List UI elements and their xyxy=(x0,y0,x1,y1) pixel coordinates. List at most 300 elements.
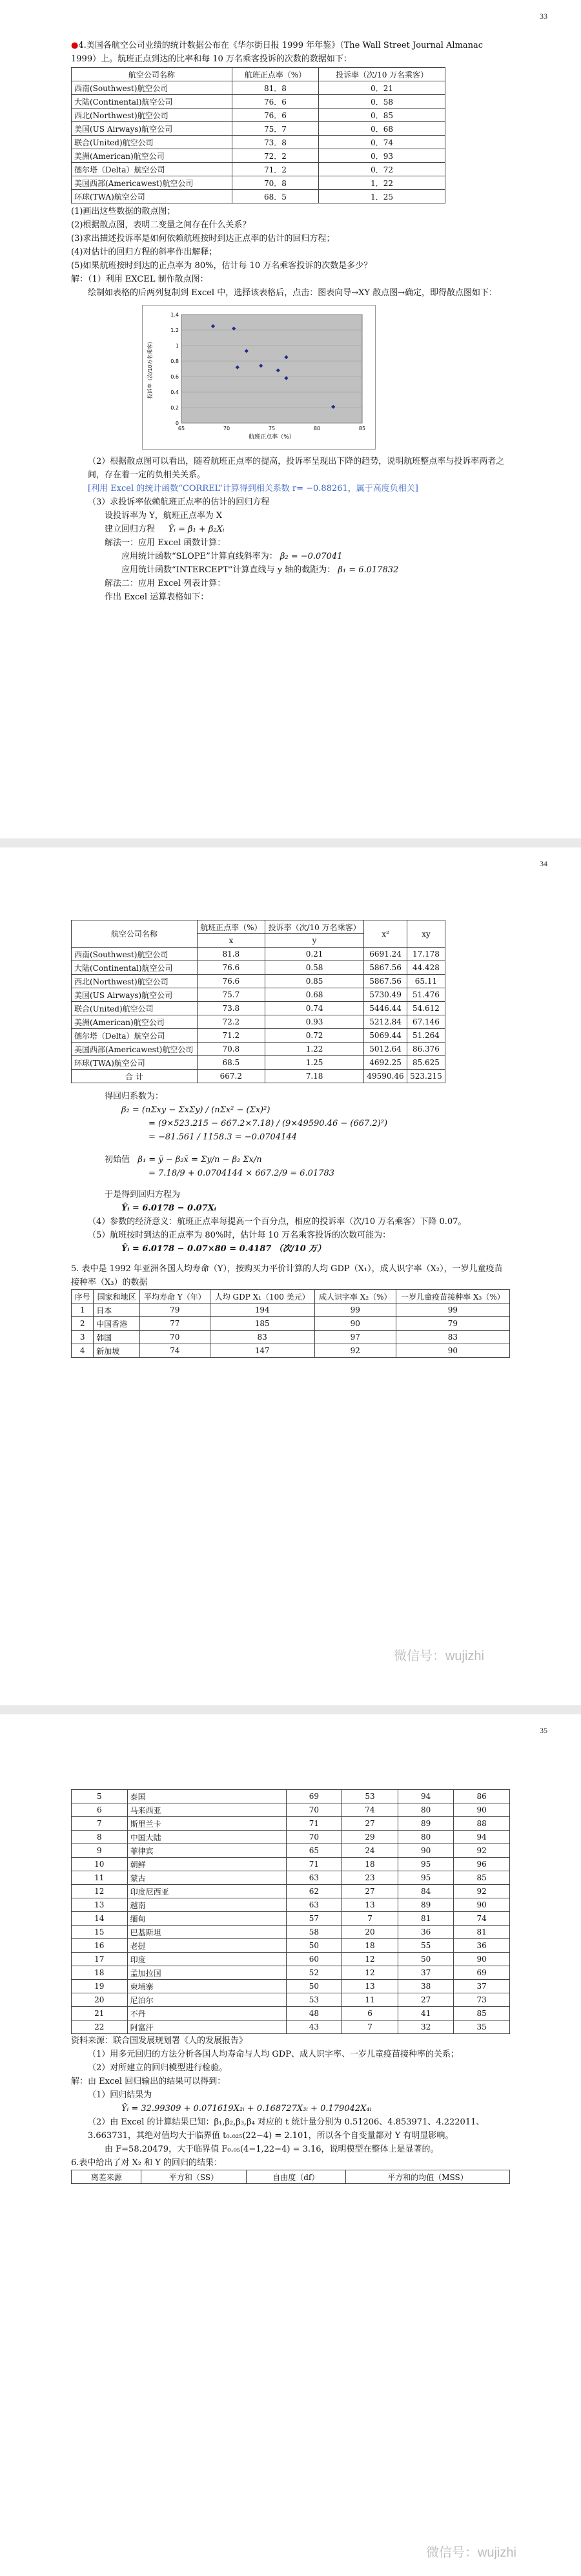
table-cell: 65.11 xyxy=(407,975,445,988)
table-cell: 尼泊尔 xyxy=(127,1993,286,2007)
table-cell: 90 xyxy=(454,1898,510,1912)
prediction-equation: Ŷᵢ = 6.0178 − 0.07×80 = 0.4187 （次/10 万） xyxy=(121,1244,326,1254)
table-cell: 37 xyxy=(398,1966,454,1980)
table-row xyxy=(72,163,445,176)
total-row xyxy=(72,1070,445,1083)
table-row xyxy=(72,1304,510,1317)
table-row xyxy=(72,961,445,975)
table-cell: 80 xyxy=(398,1831,454,1844)
table-row xyxy=(72,1056,445,1070)
table-cell: 69 xyxy=(286,1790,342,1803)
table-cell: 7 xyxy=(342,1912,398,1926)
table-row xyxy=(72,1317,510,1331)
table-cell: 147 xyxy=(210,1344,314,1358)
table-cell: 36 xyxy=(454,1939,510,1953)
table-row xyxy=(72,1953,510,1966)
table-cell: 76.6 xyxy=(197,961,265,975)
table-cell: 22 xyxy=(72,2020,128,2034)
table-cell: 89 xyxy=(398,1898,454,1912)
solution-5: 解：由 Excel 回归输出的结果可以得到： xyxy=(71,2077,226,2086)
table-cell: 西北(Northwest)航空公司 xyxy=(72,109,232,122)
intercept-formula-2: = 7.18/9 + 0.0704144 × 667.2/9 = 6.01783 xyxy=(148,1169,335,1178)
table-cell: 89 xyxy=(398,1817,454,1831)
table-row xyxy=(72,190,445,203)
table-cell: 63 xyxy=(286,1898,342,1912)
table-cell: 0．68 xyxy=(319,122,445,136)
table-cell: 79 xyxy=(139,1304,210,1317)
asia-table-a xyxy=(71,1289,510,1358)
table-cell: 90 xyxy=(398,1844,454,1858)
table-cell: 越南 xyxy=(127,1898,286,1912)
solution-3d: 应用统计函数“SLOPE”计算直线斜率为： β₂ = −0.07041 xyxy=(121,552,343,561)
table-row xyxy=(72,1871,510,1885)
solution-5-equation: Ŷᵢ = 32.99309 + 0.071619X₂ᵢ + 0.168727X₃ᵢ + 0.179042X₄ᵢ xyxy=(121,2104,372,2114)
table-cell: 1．22 xyxy=(319,176,445,190)
slope-label: 得回归系数为： xyxy=(105,1092,164,1101)
table-cell: 老挝 xyxy=(127,1939,286,1953)
x-tick-label: 75 xyxy=(268,426,276,431)
table-cell: 79 xyxy=(396,1317,509,1331)
calc-col-ontime: 航班正点率（%） xyxy=(197,920,265,934)
y-tick-label: 1.2 xyxy=(170,327,179,333)
table-row xyxy=(72,1015,445,1029)
table-cell: 51.264 xyxy=(407,1029,445,1043)
table-cell: 美国西部(Americawest)航空公司 xyxy=(72,176,232,190)
table-cell: 印度尼西亚 xyxy=(127,1885,286,1898)
table-cell: 蒙古 xyxy=(127,1871,286,1885)
table-row xyxy=(72,1043,445,1056)
table-cell: 50 xyxy=(398,1953,454,1966)
calc-col-complaint: 投诉率（次/10 万名乘客） xyxy=(265,920,363,934)
table-cell: 71.2 xyxy=(197,1029,265,1043)
table-cell: 6 xyxy=(342,2007,398,2020)
table-cell: 90 xyxy=(454,1953,510,1966)
question-item: (2)根据散点图，表明二变量之间存在什么关系？ xyxy=(71,220,251,230)
table-cell: 70 xyxy=(139,1331,210,1344)
table-row xyxy=(72,948,445,961)
airline-table-header xyxy=(72,68,445,81)
table-cell: 72．2 xyxy=(232,149,318,163)
slope-value: β₂ = −0.07041 xyxy=(280,552,343,561)
table-cell: 88 xyxy=(454,1817,510,1831)
table-cell: 27 xyxy=(398,1993,454,2007)
table-cell: 马来西亚 xyxy=(127,1803,286,1817)
table-cell: 75.7 xyxy=(197,988,265,1002)
table-cell: 90 xyxy=(314,1317,396,1331)
table-cell: 70 xyxy=(286,1803,342,1817)
question-item: (3)求出描述投诉率是如何依赖航班按时到达正点率的估计的回归方程； xyxy=(71,234,335,244)
anova-col-source: 离差来源 xyxy=(72,2170,141,2184)
table-cell: 0.74 xyxy=(265,1002,363,1015)
solution-3g: 作出 Excel 运算表格如下： xyxy=(105,592,209,602)
table-cell: 92 xyxy=(314,1344,396,1358)
table-row xyxy=(72,2007,510,2020)
solution-3c: 解法一：应用 Excel 函数计算： xyxy=(105,538,226,548)
table-cell: 15 xyxy=(72,1926,128,1939)
anova-col-mss: 平方和的均值（MSS） xyxy=(345,2170,509,2184)
table-cell: 0．72 xyxy=(319,163,445,176)
table-cell: 83 xyxy=(210,1331,314,1344)
table-cell: 联合(United)航空公司 xyxy=(72,136,232,149)
table-cell: 环球(TWA)航空公司 xyxy=(72,190,232,203)
table-cell: 5867.56 xyxy=(364,975,407,988)
anova-table xyxy=(71,2170,510,2184)
table-cell: 99 xyxy=(396,1304,509,1317)
table-cell: 71 xyxy=(286,1858,342,1871)
table-row xyxy=(72,1912,510,1926)
table-cell: 35 xyxy=(454,2020,510,2034)
table-cell: 韩国 xyxy=(94,1331,140,1344)
table-cell: 1．25 xyxy=(319,190,445,203)
table-cell: 0．58 xyxy=(319,95,445,109)
table-cell: 74 xyxy=(454,1912,510,1926)
question-4-intro: ●4.美国各航空公司业绩的统计数据公布在《华尔街日报 1999 年年鉴》（The Wall Street Journal Almanac 1999）上。航班正点到达的比率和每 10 万名乘客投诉的次数的数据如下： xyxy=(71,41,484,64)
table-row xyxy=(72,176,445,190)
table-cell: 97 xyxy=(314,1331,396,1344)
table-cell: 83 xyxy=(396,1331,509,1344)
solution-3: （3）求投诉率依赖航班正点率的估计的回归方程 xyxy=(88,497,270,507)
table-cell: 86.376 xyxy=(407,1043,445,1056)
table-cell: 美洲(American)航空公司 xyxy=(72,149,232,163)
table-cell: 美国(US Airways)航空公司 xyxy=(72,988,198,1002)
total-cell: 667.2 xyxy=(197,1070,265,1083)
page-33 xyxy=(0,0,581,838)
table-cell: 阿富汗 xyxy=(127,2020,286,2034)
table-row xyxy=(72,122,445,136)
table-row xyxy=(72,1331,510,1344)
question-5-2: （2）对所建立的回归模型进行检验。 xyxy=(88,2063,228,2073)
table-cell: 85.625 xyxy=(407,1056,445,1070)
asia-col-life: 平均寿命 Y（年） xyxy=(139,1290,210,1304)
table-cell: 德尔塔（Delta）航空公司 xyxy=(72,1029,198,1043)
table-row xyxy=(72,1980,510,1993)
intercept-value: β₁ = 6.017832 xyxy=(338,565,399,575)
table-cell: 57 xyxy=(286,1912,342,1926)
table-row xyxy=(72,1858,510,1871)
table-cell: 58 xyxy=(286,1926,342,1939)
table-cell: 70.8 xyxy=(197,1043,265,1056)
scatter-svg xyxy=(143,306,375,449)
table-cell: 86 xyxy=(454,1790,510,1803)
table-cell: 94 xyxy=(398,1790,454,1803)
table-row xyxy=(72,1831,510,1844)
calc-col-x2: x² xyxy=(364,920,407,948)
table-cell: 73.8 xyxy=(197,1002,265,1015)
y-tick-label: 1.4 xyxy=(170,312,179,318)
table-cell: 联合(United)航空公司 xyxy=(72,1002,198,1015)
table-cell: 53 xyxy=(286,1993,342,2007)
table-row xyxy=(72,1898,510,1912)
page-number: 34 xyxy=(540,859,547,868)
table-cell: 12 xyxy=(342,1953,398,1966)
table-cell: 中国香港 xyxy=(94,1317,140,1331)
asia-table-a-body xyxy=(72,1304,510,1358)
table-cell: 74 xyxy=(342,1803,398,1817)
table-cell: 0.72 xyxy=(265,1029,363,1043)
table-row xyxy=(72,988,445,1002)
total-cell: 7.18 xyxy=(265,1070,363,1083)
table-cell: 中国大陆 xyxy=(127,1831,286,1844)
solution-1b: 绘制如表格的后两列复制到 Excel 中，选择该表格后，点击：图表向导→XY 散点图→确定，即得散点图如下： xyxy=(88,288,497,298)
table-cell: 37 xyxy=(454,1980,510,1993)
solution-5-2: （2）由 Excel 的计算结果已知：β₁,β₂,β₃,β₄ 对应的 t 统计量分别为 0.51206、4.853971、4.222011、3.663731，其绝对值均大于临界值 t₀.₀₂₅(22−4) = 2.101，所以各个自变量都对 Y 有明显影响。 xyxy=(88,2117,485,2141)
table-cell: 7 xyxy=(342,2020,398,2034)
calc-sub-x: x xyxy=(197,934,265,948)
table-cell: 朝鲜 xyxy=(127,1858,286,1871)
table-row xyxy=(72,1926,510,1939)
table-cell: 13 xyxy=(342,1980,398,1993)
table-cell: 0．85 xyxy=(319,109,445,122)
table-cell: 6 xyxy=(72,1803,128,1817)
table-row xyxy=(72,149,445,163)
table-cell: 52 xyxy=(286,1966,342,1980)
table-cell: 41 xyxy=(398,2007,454,2020)
y-tick-label: 0 xyxy=(175,421,179,426)
table-cell: 67.146 xyxy=(407,1015,445,1029)
table-cell: 14 xyxy=(72,1912,128,1926)
table-row xyxy=(72,1790,510,1803)
page-35 xyxy=(0,1714,581,2576)
anova-col-ss: 平方和（SS） xyxy=(141,2170,246,2184)
table-cell: 孟加拉国 xyxy=(127,1966,286,1980)
table-cell: 76．6 xyxy=(232,95,318,109)
solution-3f: 解法二：应用 Excel 列表计算： xyxy=(105,579,226,588)
table-cell: 0．74 xyxy=(319,136,445,149)
table-cell: 76.6 xyxy=(197,975,265,988)
slope-formula-1: β₂ = (nΣxy − ΣxΣy) / (nΣx² − (Σx)²) xyxy=(121,1105,270,1115)
airline-table-body xyxy=(72,81,445,203)
table-cell: 5730.49 xyxy=(364,988,407,1002)
table-cell: 3 xyxy=(72,1331,94,1344)
question-item: (1)画出这些数据的散点图； xyxy=(71,207,176,216)
table-cell: 9 xyxy=(72,1844,128,1858)
table-cell: 12 xyxy=(72,1885,128,1898)
table-cell: 36 xyxy=(398,1926,454,1939)
table-cell: 95 xyxy=(398,1858,454,1871)
table-cell: 43 xyxy=(286,2020,342,2034)
col-ontime: 航班正点率（%） xyxy=(232,68,318,81)
table-cell: 96 xyxy=(454,1858,510,1871)
anova-col-df: 自由度（df） xyxy=(246,2170,345,2184)
table-cell: 185 xyxy=(210,1317,314,1331)
table-cell: 1.25 xyxy=(265,1056,363,1070)
y-tick-label: 0.2 xyxy=(170,405,179,411)
asia-col-literacy: 成人识字率 X₂（%） xyxy=(314,1290,396,1304)
table-cell: 65 xyxy=(286,1844,342,1858)
table-cell: 1 xyxy=(72,1304,94,1317)
table-cell: 70 xyxy=(286,1831,342,1844)
page-number: 35 xyxy=(540,1726,547,1735)
table-cell: 17.178 xyxy=(407,948,445,961)
col-name: 航空公司名称 xyxy=(72,68,232,81)
slope-formula-2: = (9×523.215 − 667.2×7.18) / (9×49590.46 − (667.2)²) xyxy=(148,1119,388,1128)
table-cell: 0．93 xyxy=(319,149,445,163)
table-cell: 0.58 xyxy=(265,961,363,975)
solution-3a: 设投诉率为 Y，航班正点率为 X xyxy=(105,511,223,521)
asia-col-country: 国家和地区 xyxy=(94,1290,140,1304)
final-equation: Ŷᵢ = 6.0178 − 0.07Xᵢ xyxy=(121,1203,216,1213)
table-cell: 5867.56 xyxy=(364,961,407,975)
table-cell: 73．8 xyxy=(232,136,318,149)
data-source: 资料来源：联合国发展规划署《人的发展报告》 xyxy=(71,2036,248,2046)
table-row xyxy=(72,1939,510,1953)
table-row xyxy=(72,1993,510,2007)
table-cell: 81 xyxy=(398,1912,454,1926)
col-complaint: 投诉率（次/10 万名乘客） xyxy=(319,68,445,81)
table-cell: 0.68 xyxy=(265,988,363,1002)
table-cell: 60 xyxy=(286,1953,342,1966)
table-cell: 68．5 xyxy=(232,190,318,203)
table-cell: 50 xyxy=(286,1980,342,1993)
table-cell: 2 xyxy=(72,1317,94,1331)
table-cell: 94 xyxy=(454,1831,510,1844)
table-cell: 72.2 xyxy=(197,1015,265,1029)
table-cell: 5446.44 xyxy=(364,1002,407,1015)
table-cell: 13 xyxy=(72,1898,128,1912)
table-cell: 90 xyxy=(396,1344,509,1358)
table-cell: 美国(US Airways)航空公司 xyxy=(72,122,232,136)
table-cell: 德尔塔（Delta）航空公司 xyxy=(72,163,232,176)
table-cell: 77 xyxy=(139,1317,210,1331)
watermark: 微信号：wujizhi xyxy=(425,2546,516,2560)
table-cell: 29 xyxy=(342,1831,398,1844)
table-cell: 柬埔寨 xyxy=(127,1980,286,1993)
y-tick-label: 0.6 xyxy=(170,374,179,380)
table-cell: 53 xyxy=(342,1790,398,1803)
question-5-intro: 5. 表中是 1992 年亚洲各国人均寿命（Y），按购买力平价计算的人均 GDP（X₁），成人识字率（X₂），一岁儿童疫苗接种率（X₃）的数据 xyxy=(71,1264,503,1287)
asia-table-b-body xyxy=(72,1790,510,2034)
table-cell: 11 xyxy=(342,1993,398,2007)
table-cell: 81 xyxy=(454,1926,510,1939)
solution-3e: 应用统计函数“INTERCEPT”计算直线与 y 轴的截距为： β₁ = 6.017832 xyxy=(121,565,399,575)
correl-note: [利用 Excel 的统计函数“CORREL”计算得到相关系数 r= −0.88261，属于高度负相关] xyxy=(88,484,418,493)
solution-3b: 建立回归方程 Ŷᵢ = β₁ + β₂Xᵢ xyxy=(105,525,225,534)
table-row xyxy=(72,136,445,149)
table-cell: 48 xyxy=(286,2007,342,2020)
watermark: 微信号：wujizhi xyxy=(393,1649,484,1663)
table-cell: 美国西部(Americawest)航空公司 xyxy=(72,1043,198,1056)
page-34 xyxy=(0,847,581,1705)
table-cell: 印度 xyxy=(127,1953,286,1966)
table-cell: 20 xyxy=(342,1926,398,1939)
table-cell: 71．2 xyxy=(232,163,318,176)
table-cell: 73 xyxy=(454,1993,510,2007)
solution-2: （2）根据散点图可以看出，随着航班正点率的提高，投诉率呈现出下降的趋势，说明航班整点率与投诉率两者之间，存在着一定的负相关关系。 xyxy=(88,457,505,480)
x-tick-label: 70 xyxy=(223,426,230,431)
table-cell: 5012.64 xyxy=(364,1043,407,1056)
table-cell: 92 xyxy=(454,1885,510,1898)
question-6-intro: 6.表中给出了对 X₂ 和 Y 的回归的结果： xyxy=(71,2158,222,2168)
table-cell: 0．21 xyxy=(319,81,445,95)
table-cell: 95 xyxy=(398,1871,454,1885)
table-cell: 环球(TWA)航空公司 xyxy=(72,1056,198,1070)
table-cell: 38 xyxy=(398,1980,454,1993)
table-cell: 54.612 xyxy=(407,1002,445,1015)
table-cell: 7 xyxy=(72,1817,128,1831)
table-cell: 西南(Southwest)航空公司 xyxy=(72,948,198,961)
y-tick-label: 1 xyxy=(175,343,179,349)
asia-col-vaccine: 一岁儿童疫苗接种率 X₃（%） xyxy=(396,1290,509,1304)
table-row xyxy=(72,1029,445,1043)
table-cell: 日本 xyxy=(94,1304,140,1317)
table-cell: 0.21 xyxy=(265,948,363,961)
table-cell: 20 xyxy=(72,1993,128,2007)
table-cell: 32 xyxy=(398,2020,454,2034)
slope-formula-3: = −81.561 / 1158.3 = −0.0704144 xyxy=(148,1132,297,1142)
table-cell: 西北(Northwest)航空公司 xyxy=(72,975,198,988)
table-cell: 81.8 xyxy=(197,948,265,961)
table-cell: 44.428 xyxy=(407,961,445,975)
table-cell: 68.5 xyxy=(197,1056,265,1070)
question-5-1: （1）用多元回归的方法分析各国人均寿命与人均 GDP、成人识字率、一岁儿童疫苗接种率的关系； xyxy=(88,2050,459,2059)
table-cell: 大陆(Continental)航空公司 xyxy=(72,961,198,975)
calc-sub-y: y xyxy=(265,934,363,948)
table-row xyxy=(72,2020,510,2034)
table-cell: 194 xyxy=(210,1304,314,1317)
table-cell: 斯里兰卡 xyxy=(127,1817,286,1831)
prediction-text: （5）航班按时到达的正点率为 80%时，估计每 10 万名乘客投诉的次数可能为： xyxy=(88,1231,391,1240)
table-cell: 0.85 xyxy=(265,975,363,988)
airline-table xyxy=(71,67,445,203)
calc-table xyxy=(71,920,445,1083)
page-number: 33 xyxy=(540,12,547,21)
calc-table-body xyxy=(72,948,445,1083)
table-cell: 69 xyxy=(454,1966,510,1980)
table-cell: 17 xyxy=(72,1953,128,1966)
table-cell: 18 xyxy=(342,1939,398,1953)
scatter-chart xyxy=(142,305,376,450)
table-cell: 菲律宾 xyxy=(127,1844,286,1858)
table-cell: 27 xyxy=(342,1885,398,1898)
table-cell: 12 xyxy=(342,1966,398,1980)
table-cell: 泰国 xyxy=(127,1790,286,1803)
total-cell: 523.215 xyxy=(407,1070,445,1083)
table-row xyxy=(72,1885,510,1898)
table-cell: 新加坡 xyxy=(94,1344,140,1358)
table-row xyxy=(72,1844,510,1858)
table-cell: 99 xyxy=(314,1304,396,1317)
table-cell: 13 xyxy=(342,1898,398,1912)
table-cell: 75．7 xyxy=(232,122,318,136)
x-tick-label: 65 xyxy=(178,426,185,431)
regression-equation: Ŷᵢ = β₁ + β₂Xᵢ xyxy=(168,525,225,534)
table-row xyxy=(72,1966,510,1980)
x-axis-label: 航班正点率（%） xyxy=(249,434,295,441)
calc-col-xy: xy xyxy=(407,920,445,948)
table-cell: 74 xyxy=(139,1344,210,1358)
table-cell: 8 xyxy=(72,1831,128,1844)
table-cell: 18 xyxy=(72,1966,128,1980)
asia-table-b xyxy=(71,1789,510,2034)
table-cell: 85 xyxy=(454,2007,510,2020)
table-cell: 美洲(American)航空公司 xyxy=(72,1015,198,1029)
solution-1: 解：（1）利用 EXCEL 制作散点图： xyxy=(71,275,209,284)
table-cell: 不丹 xyxy=(127,2007,286,2020)
table-cell: 62 xyxy=(286,1885,342,1898)
table-row xyxy=(72,1803,510,1817)
calc-col-name: 航空公司名称 xyxy=(72,920,198,948)
table-cell: 4 xyxy=(72,1344,94,1358)
table-cell: 大陆(Continental)航空公司 xyxy=(72,95,232,109)
table-cell: 24 xyxy=(342,1844,398,1858)
table-cell: 西南(Southwest)航空公司 xyxy=(72,81,232,95)
table-row xyxy=(72,975,445,988)
table-cell: 1.22 xyxy=(265,1043,363,1056)
table-cell: 21 xyxy=(72,2007,128,2020)
red-bullet-icon: ● xyxy=(71,41,79,50)
x-tick-label: 80 xyxy=(313,426,321,431)
table-cell: 0.93 xyxy=(265,1015,363,1029)
